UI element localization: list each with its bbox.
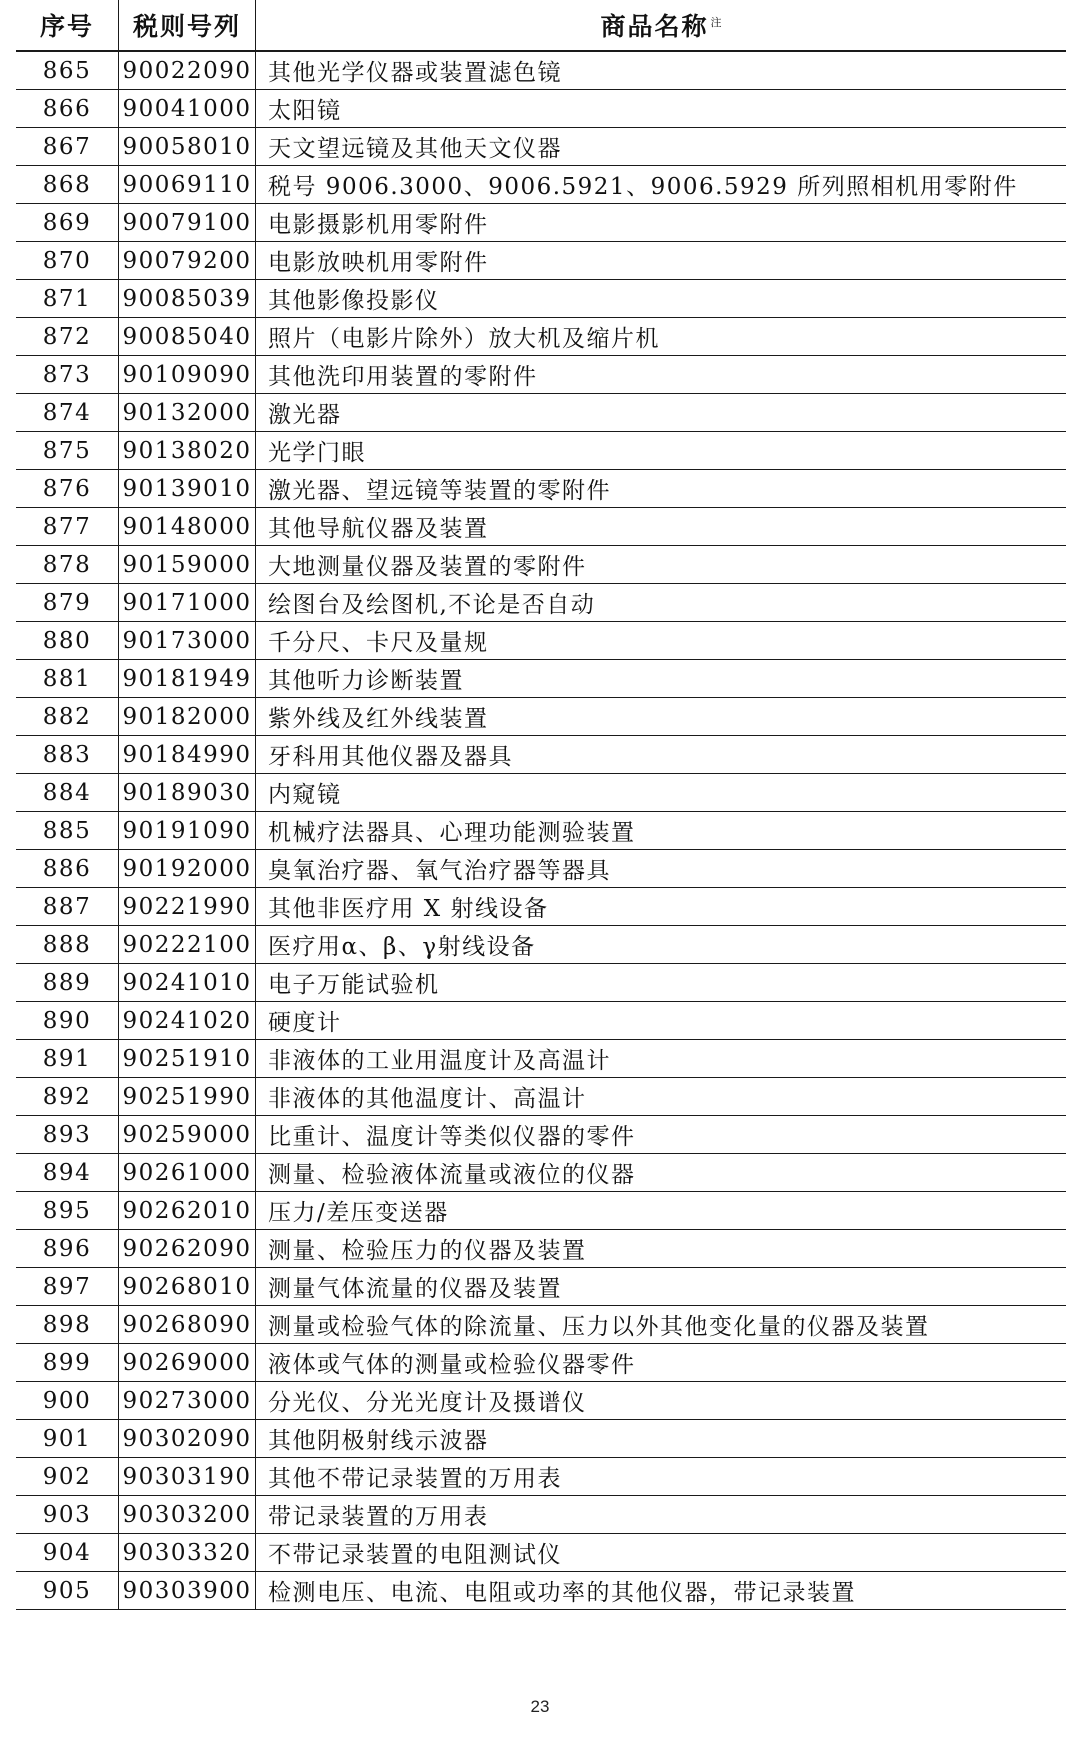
- row-name: 内窥镜: [256, 774, 1067, 812]
- header-seq: 序号: [16, 0, 119, 51]
- row-name: 非液体的其他温度计、高温计: [256, 1078, 1067, 1116]
- row-code: 90261000: [119, 1154, 256, 1192]
- row-name: 太阳镜: [256, 90, 1067, 128]
- table-row: [16, 1458, 1066, 1496]
- row-seq: 891: [16, 1040, 119, 1078]
- row-seq: 882: [16, 698, 119, 736]
- table-row: [16, 1496, 1066, 1534]
- row-code: 90221990: [119, 888, 256, 926]
- table-row: [16, 736, 1066, 774]
- row-code: 90079100: [119, 204, 256, 242]
- row-seq: 881: [16, 660, 119, 698]
- row-code: 90132000: [119, 394, 256, 432]
- table-row: [16, 1268, 1066, 1306]
- row-name: 液体或气体的测量或检验仪器零件: [256, 1344, 1067, 1382]
- table-row: [16, 1534, 1066, 1572]
- row-seq: 893: [16, 1116, 119, 1154]
- table-row: [16, 51, 1066, 90]
- row-code: 90303200: [119, 1496, 256, 1534]
- row-seq: 901: [16, 1420, 119, 1458]
- row-name: 电影放映机用零附件: [256, 242, 1067, 280]
- row-name: 电子万能试验机: [256, 964, 1067, 1002]
- row-code: 90139010: [119, 470, 256, 508]
- row-seq: 892: [16, 1078, 119, 1116]
- row-code: 90268090: [119, 1306, 256, 1344]
- table-row: [16, 90, 1066, 128]
- table-row: [16, 318, 1066, 356]
- row-code: 90022090: [119, 51, 256, 90]
- header-name: 商品名称: [600, 12, 709, 41]
- row-code: 90192000: [119, 850, 256, 888]
- row-seq: 886: [16, 850, 119, 888]
- row-code: 90303900: [119, 1572, 256, 1610]
- row-name: 测量或检验气体的除流量、压力以外其他变化量的仪器及装置: [256, 1306, 1067, 1344]
- row-seq: 888: [16, 926, 119, 964]
- row-seq: 896: [16, 1230, 119, 1268]
- header-name-cell: [256, 0, 1067, 51]
- table-row: [16, 128, 1066, 166]
- row-seq: 883: [16, 736, 119, 774]
- header-code: 税则号列: [119, 0, 256, 51]
- table-row: [16, 1572, 1066, 1610]
- row-code: 90138020: [119, 432, 256, 470]
- row-name: 牙科用其他仪器及器具: [256, 736, 1067, 774]
- row-code: 90191090: [119, 812, 256, 850]
- row-seq: 887: [16, 888, 119, 926]
- table-row: [16, 1078, 1066, 1116]
- header-row: [16, 0, 1066, 51]
- row-seq: 898: [16, 1306, 119, 1344]
- row-name: 照片（电影片除外）放大机及缩片机: [256, 318, 1067, 356]
- table-row: [16, 964, 1066, 1002]
- row-name: 千分尺、卡尺及量规: [256, 622, 1067, 660]
- row-name: 机械疗法器具、心理功能测验装置: [256, 812, 1067, 850]
- row-name: 其他洗印用装置的零附件: [256, 356, 1067, 394]
- row-seq: 871: [16, 280, 119, 318]
- row-code: 90159000: [119, 546, 256, 584]
- table-row: [16, 242, 1066, 280]
- row-seq: 880: [16, 622, 119, 660]
- row-name: 其他不带记录装置的万用表: [256, 1458, 1067, 1496]
- row-seq: 869: [16, 204, 119, 242]
- row-name: 测量、检验压力的仪器及装置: [256, 1230, 1067, 1268]
- row-seq: 878: [16, 546, 119, 584]
- row-seq: 890: [16, 1002, 119, 1040]
- row-name: 不带记录装置的电阻测试仪: [256, 1534, 1067, 1572]
- row-seq: 904: [16, 1534, 119, 1572]
- row-seq: 903: [16, 1496, 119, 1534]
- row-code: 90251990: [119, 1078, 256, 1116]
- row-code: 90268010: [119, 1268, 256, 1306]
- row-code: 90079200: [119, 242, 256, 280]
- row-code: 90302090: [119, 1420, 256, 1458]
- row-code: 90069110: [119, 166, 256, 204]
- table-row: [16, 660, 1066, 698]
- table-row: [16, 774, 1066, 812]
- row-code: 90241010: [119, 964, 256, 1002]
- row-seq: 879: [16, 584, 119, 622]
- row-name: 分光仪、分光光度计及摄谱仪: [256, 1382, 1067, 1420]
- row-name: 税号 9006.3000、9006.5921、9006.5929 所列照相机用零附件: [256, 166, 1067, 204]
- row-name: 天文望远镜及其他天文仪器: [256, 128, 1067, 166]
- row-code: 90259000: [119, 1116, 256, 1154]
- row-code: 90181949: [119, 660, 256, 698]
- row-code: 90269000: [119, 1344, 256, 1382]
- table-row: [16, 470, 1066, 508]
- table-row: [16, 1116, 1066, 1154]
- row-seq: 895: [16, 1192, 119, 1230]
- row-name: 臭氧治疗器、氧气治疗器等器具: [256, 850, 1067, 888]
- row-seq: 870: [16, 242, 119, 280]
- row-name: 绘图台及绘图机,不论是否自动: [256, 584, 1067, 622]
- table-row: [16, 584, 1066, 622]
- row-seq: 885: [16, 812, 119, 850]
- table-row: [16, 280, 1066, 318]
- row-seq: 873: [16, 356, 119, 394]
- table-row: [16, 698, 1066, 736]
- row-name: 其他光学仪器或装置滤色镜: [256, 51, 1067, 90]
- row-seq: 894: [16, 1154, 119, 1192]
- row-code: 90262090: [119, 1230, 256, 1268]
- table-row: [16, 622, 1066, 660]
- row-name: 带记录装置的万用表: [256, 1496, 1067, 1534]
- row-code: 90171000: [119, 584, 256, 622]
- row-seq: 905: [16, 1572, 119, 1610]
- row-seq: 884: [16, 774, 119, 812]
- table-row: [16, 812, 1066, 850]
- row-seq: 874: [16, 394, 119, 432]
- row-name: 硬度计: [256, 1002, 1067, 1040]
- table-header: [16, 0, 1066, 51]
- table-row: [16, 546, 1066, 584]
- row-code: 90251910: [119, 1040, 256, 1078]
- row-seq: 899: [16, 1344, 119, 1382]
- row-name: 其他导航仪器及装置: [256, 508, 1067, 546]
- row-code: 90173000: [119, 622, 256, 660]
- row-name: 大地测量仪器及装置的零附件: [256, 546, 1067, 584]
- table-row: [16, 888, 1066, 926]
- row-name: 医疗用α、β、γ射线设备: [256, 926, 1067, 964]
- table-row: [16, 1306, 1066, 1344]
- table-row: [16, 356, 1066, 394]
- table-row: [16, 204, 1066, 242]
- row-name: 激光器、望远镜等装置的零附件: [256, 470, 1067, 508]
- row-name: 压力/差压变送器: [256, 1192, 1067, 1230]
- row-code: 90058010: [119, 128, 256, 166]
- row-seq: 900: [16, 1382, 119, 1420]
- table-row: [16, 926, 1066, 964]
- row-seq: 877: [16, 508, 119, 546]
- table-row: [16, 508, 1066, 546]
- table-row: [16, 1192, 1066, 1230]
- row-code: 90148000: [119, 508, 256, 546]
- table-row: [16, 1040, 1066, 1078]
- row-code: 90182000: [119, 698, 256, 736]
- header-note-mark: 注: [710, 15, 722, 29]
- row-name: 测量、检验液体流量或液位的仪器: [256, 1154, 1067, 1192]
- row-name: 紫外线及红外线装置: [256, 698, 1067, 736]
- row-seq: 865: [16, 51, 119, 90]
- page-number: 23: [530, 1697, 550, 1716]
- row-code: 90303190: [119, 1458, 256, 1496]
- table-row: [16, 1154, 1066, 1192]
- table-row: [16, 850, 1066, 888]
- row-name: 电影摄影机用零附件: [256, 204, 1067, 242]
- row-code: 90241020: [119, 1002, 256, 1040]
- row-name: 比重计、温度计等类似仪器的零件: [256, 1116, 1067, 1154]
- row-seq: 876: [16, 470, 119, 508]
- row-code: 90041000: [119, 90, 256, 128]
- row-name: 检测电压、电流、电阻或功率的其他仪器，带记录装置: [256, 1572, 1067, 1610]
- row-name: 光学门眼: [256, 432, 1067, 470]
- row-code: 90085040: [119, 318, 256, 356]
- table-row: [16, 432, 1066, 470]
- row-code: 90184990: [119, 736, 256, 774]
- row-seq: 866: [16, 90, 119, 128]
- row-seq: 867: [16, 128, 119, 166]
- table-row: [16, 1344, 1066, 1382]
- row-code: 90273000: [119, 1382, 256, 1420]
- row-code: 90109090: [119, 356, 256, 394]
- table-row: [16, 1230, 1066, 1268]
- row-name: 非液体的工业用温度计及高温计: [256, 1040, 1067, 1078]
- row-code: 90189030: [119, 774, 256, 812]
- table-row: [16, 166, 1066, 204]
- row-name: 测量气体流量的仪器及装置: [256, 1268, 1067, 1306]
- row-name: 激光器: [256, 394, 1067, 432]
- row-code: 90085039: [119, 280, 256, 318]
- table-row: [16, 1002, 1066, 1040]
- row-code: 90222100: [119, 926, 256, 964]
- table-row: [16, 394, 1066, 432]
- row-name: 其他影像投影仪: [256, 280, 1067, 318]
- row-seq: 875: [16, 432, 119, 470]
- row-seq: 872: [16, 318, 119, 356]
- row-seq: 897: [16, 1268, 119, 1306]
- row-seq: 889: [16, 964, 119, 1002]
- tariff-table: [16, 0, 1066, 1610]
- row-seq: 902: [16, 1458, 119, 1496]
- row-name: 其他听力诊断装置: [256, 660, 1067, 698]
- table-row: [16, 1382, 1066, 1420]
- row-seq: 868: [16, 166, 119, 204]
- row-name: 其他阴极射线示波器: [256, 1420, 1067, 1458]
- row-code: 90262010: [119, 1192, 256, 1230]
- row-code: 90303320: [119, 1534, 256, 1572]
- row-name: 其他非医疗用 X 射线设备: [256, 888, 1067, 926]
- table-row: [16, 1420, 1066, 1458]
- table-body: [16, 51, 1066, 1610]
